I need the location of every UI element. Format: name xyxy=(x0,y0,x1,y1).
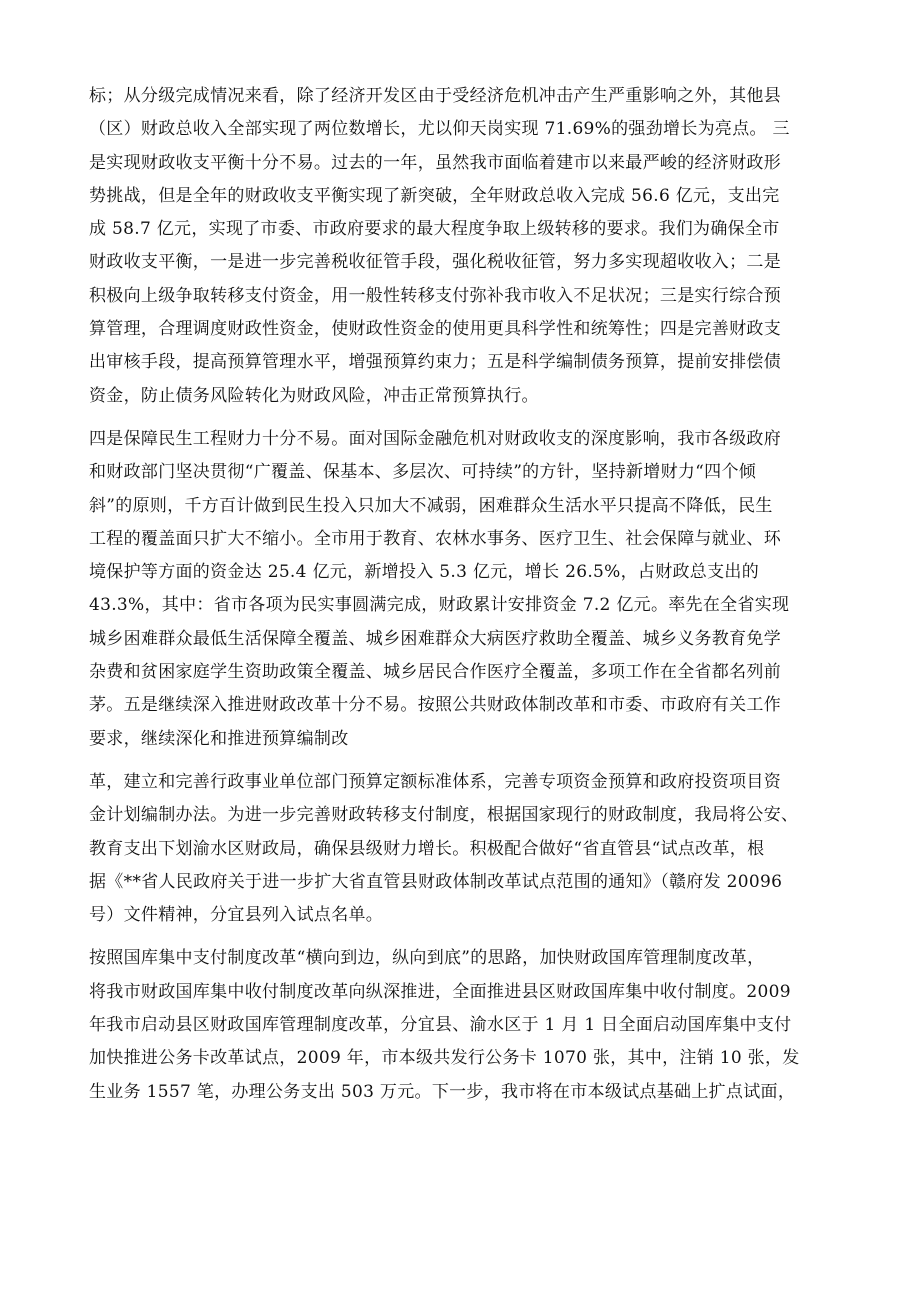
text-line: 革，建立和完善行政事业单位部门预算定额标准体系，完善专项资金预算和政府投资项目资 xyxy=(89,771,781,792)
text-line: 斜”的原则，千方百计做到民生投入只加大不减弱，困难群众生活水平只提高不降低，民生 xyxy=(89,495,773,516)
text-line: 和财政部门坚决贯彻“广覆盖、保基本、多层次、可持续”的方针，坚持新增财力“四个倾 xyxy=(89,462,757,483)
text-line: 金计划编制办法。为进一步完善财政转移支付制度，根据国家现行的财政制度，我局将公安、 xyxy=(89,805,799,826)
text-line: 按照国库集中支付制度改革“横向到边，纵向到底”的思路，加快财政国库管理制度改革， xyxy=(89,948,765,969)
text-line: 是实现财政收支平衡十分不易。过去的一年，虽然我市面临着建市以来最严峻的经济财政形 xyxy=(89,152,781,173)
text-line: 茅。五是继续深入推进财政改革十分不易。按照公共财政体制改革和市委、市政府有关工作 xyxy=(89,695,781,716)
text-line: 四是保障民生工程财力十分不易。面对国际金融危机对财政收支的深度影响，我市各级政府 xyxy=(89,428,781,449)
text-line: 势挑战，但是全年的财政收支平衡实现了新突破，全年财政总收入完成 56.6 亿元，支出完 xyxy=(89,185,780,206)
text-line: （区）财政总收入全部实现了两位数增长，尤以仰天岗实现 71.69%的强劲增长为亮点。 三 xyxy=(89,119,790,140)
text-line: 境保护等方面的资金达 25.4 亿元，新增投入 5.3 亿元，增长 26.5%，占财政总支出的 xyxy=(89,562,760,583)
paragraph-gap xyxy=(89,413,849,423)
paragraph-treasury xyxy=(89,942,849,1108)
text-line: 积极向上级争取转移支付资金，用一般性转移支付弥补我市收入不足状况；三是实行综合预 xyxy=(89,285,781,306)
text-line: 号）文件精神，分宜县列入试点名单。 xyxy=(89,905,384,926)
text-line: 财政收支平衡，一是进一步完善税收征管手段，强化税收征管，努力多实现超收收入；二是 xyxy=(89,252,781,273)
text-line: 要求，继续深化和推进预算编制改 xyxy=(89,728,349,749)
paragraph-gap xyxy=(89,756,849,766)
text-line: 教育支出下划渝水区财政局，确保县级财力增长。积极配合做好“省直管县“试点改革，根 xyxy=(89,838,765,859)
text-line: 成 58.7 亿元，实现了市委、市政府要求的最大程度争取上级转移的要求。我们为确保全市 xyxy=(89,219,780,240)
text-line: 资金，防止债务风险转化为财政风险，冲击正常预算执行。 xyxy=(89,385,539,406)
text-line: 算管理，合理调度财政性资金，使财政性资金的使用更具科学性和统筹性；四是完善财政支 xyxy=(89,319,781,340)
text-line: 工程的覆盖面只扩大不缩小。全市用于教育、农林水事务、医疗卫生、社会保障与就业、环 xyxy=(89,528,781,549)
text-line: 出审核手段，提高预算管理水平，增强预算约束力；五是科学编制债务预算，提前安排偿债 xyxy=(89,352,781,373)
paragraph-gap xyxy=(89,932,849,942)
text-line: 据《**省人民政府关于进一步扩大省直管县财政体制改革试点范围的通知》（赣府发 20096 xyxy=(89,871,783,892)
text-line: 将我市财政国库集中收付制度改革向纵深推进，全面推进县区财政国库集中收付制度。2009 xyxy=(89,981,791,1002)
paragraph-reform xyxy=(89,766,849,932)
text-line: 43.3%，其中：省市各项为民实事圆满完成，财政累计安排资金 7.2 亿元。率先在全省实现 xyxy=(89,595,790,616)
text-line: 标；从分级完成情况来看，除了经济开发区由于受经济危机冲击产生严重影响之外，其他县 xyxy=(89,86,781,106)
text-line: 年我市启动县区财政国库管理制度改革，分宜县、渝水区于 1 月 1 日全面启动国库集中支付 xyxy=(89,1015,792,1036)
document-body xyxy=(89,80,849,1109)
paragraph-fiscal-balance xyxy=(89,80,849,413)
text-line: 加快推进公务卡改革试点，2009 年，市本级共发行公务卡 1070 张，其中，注销 10 张，发 xyxy=(89,1048,800,1069)
text-line: 生业务 1557 笔，办理公务支出 503 万元。下一步，我市将在市本级试点基础上扩点试面， xyxy=(89,1081,796,1102)
text-line: 杂费和贫困家庭学生资助政策全覆盖、城乡居民合作医疗全覆盖，多项工作在全省都名列前 xyxy=(89,662,781,683)
text-line: 城乡困难群众最低生活保障全覆盖、城乡困难群众大病医疗救助全覆盖、城乡义务教育免学 xyxy=(89,628,781,649)
paragraph-livelihood xyxy=(89,423,849,756)
